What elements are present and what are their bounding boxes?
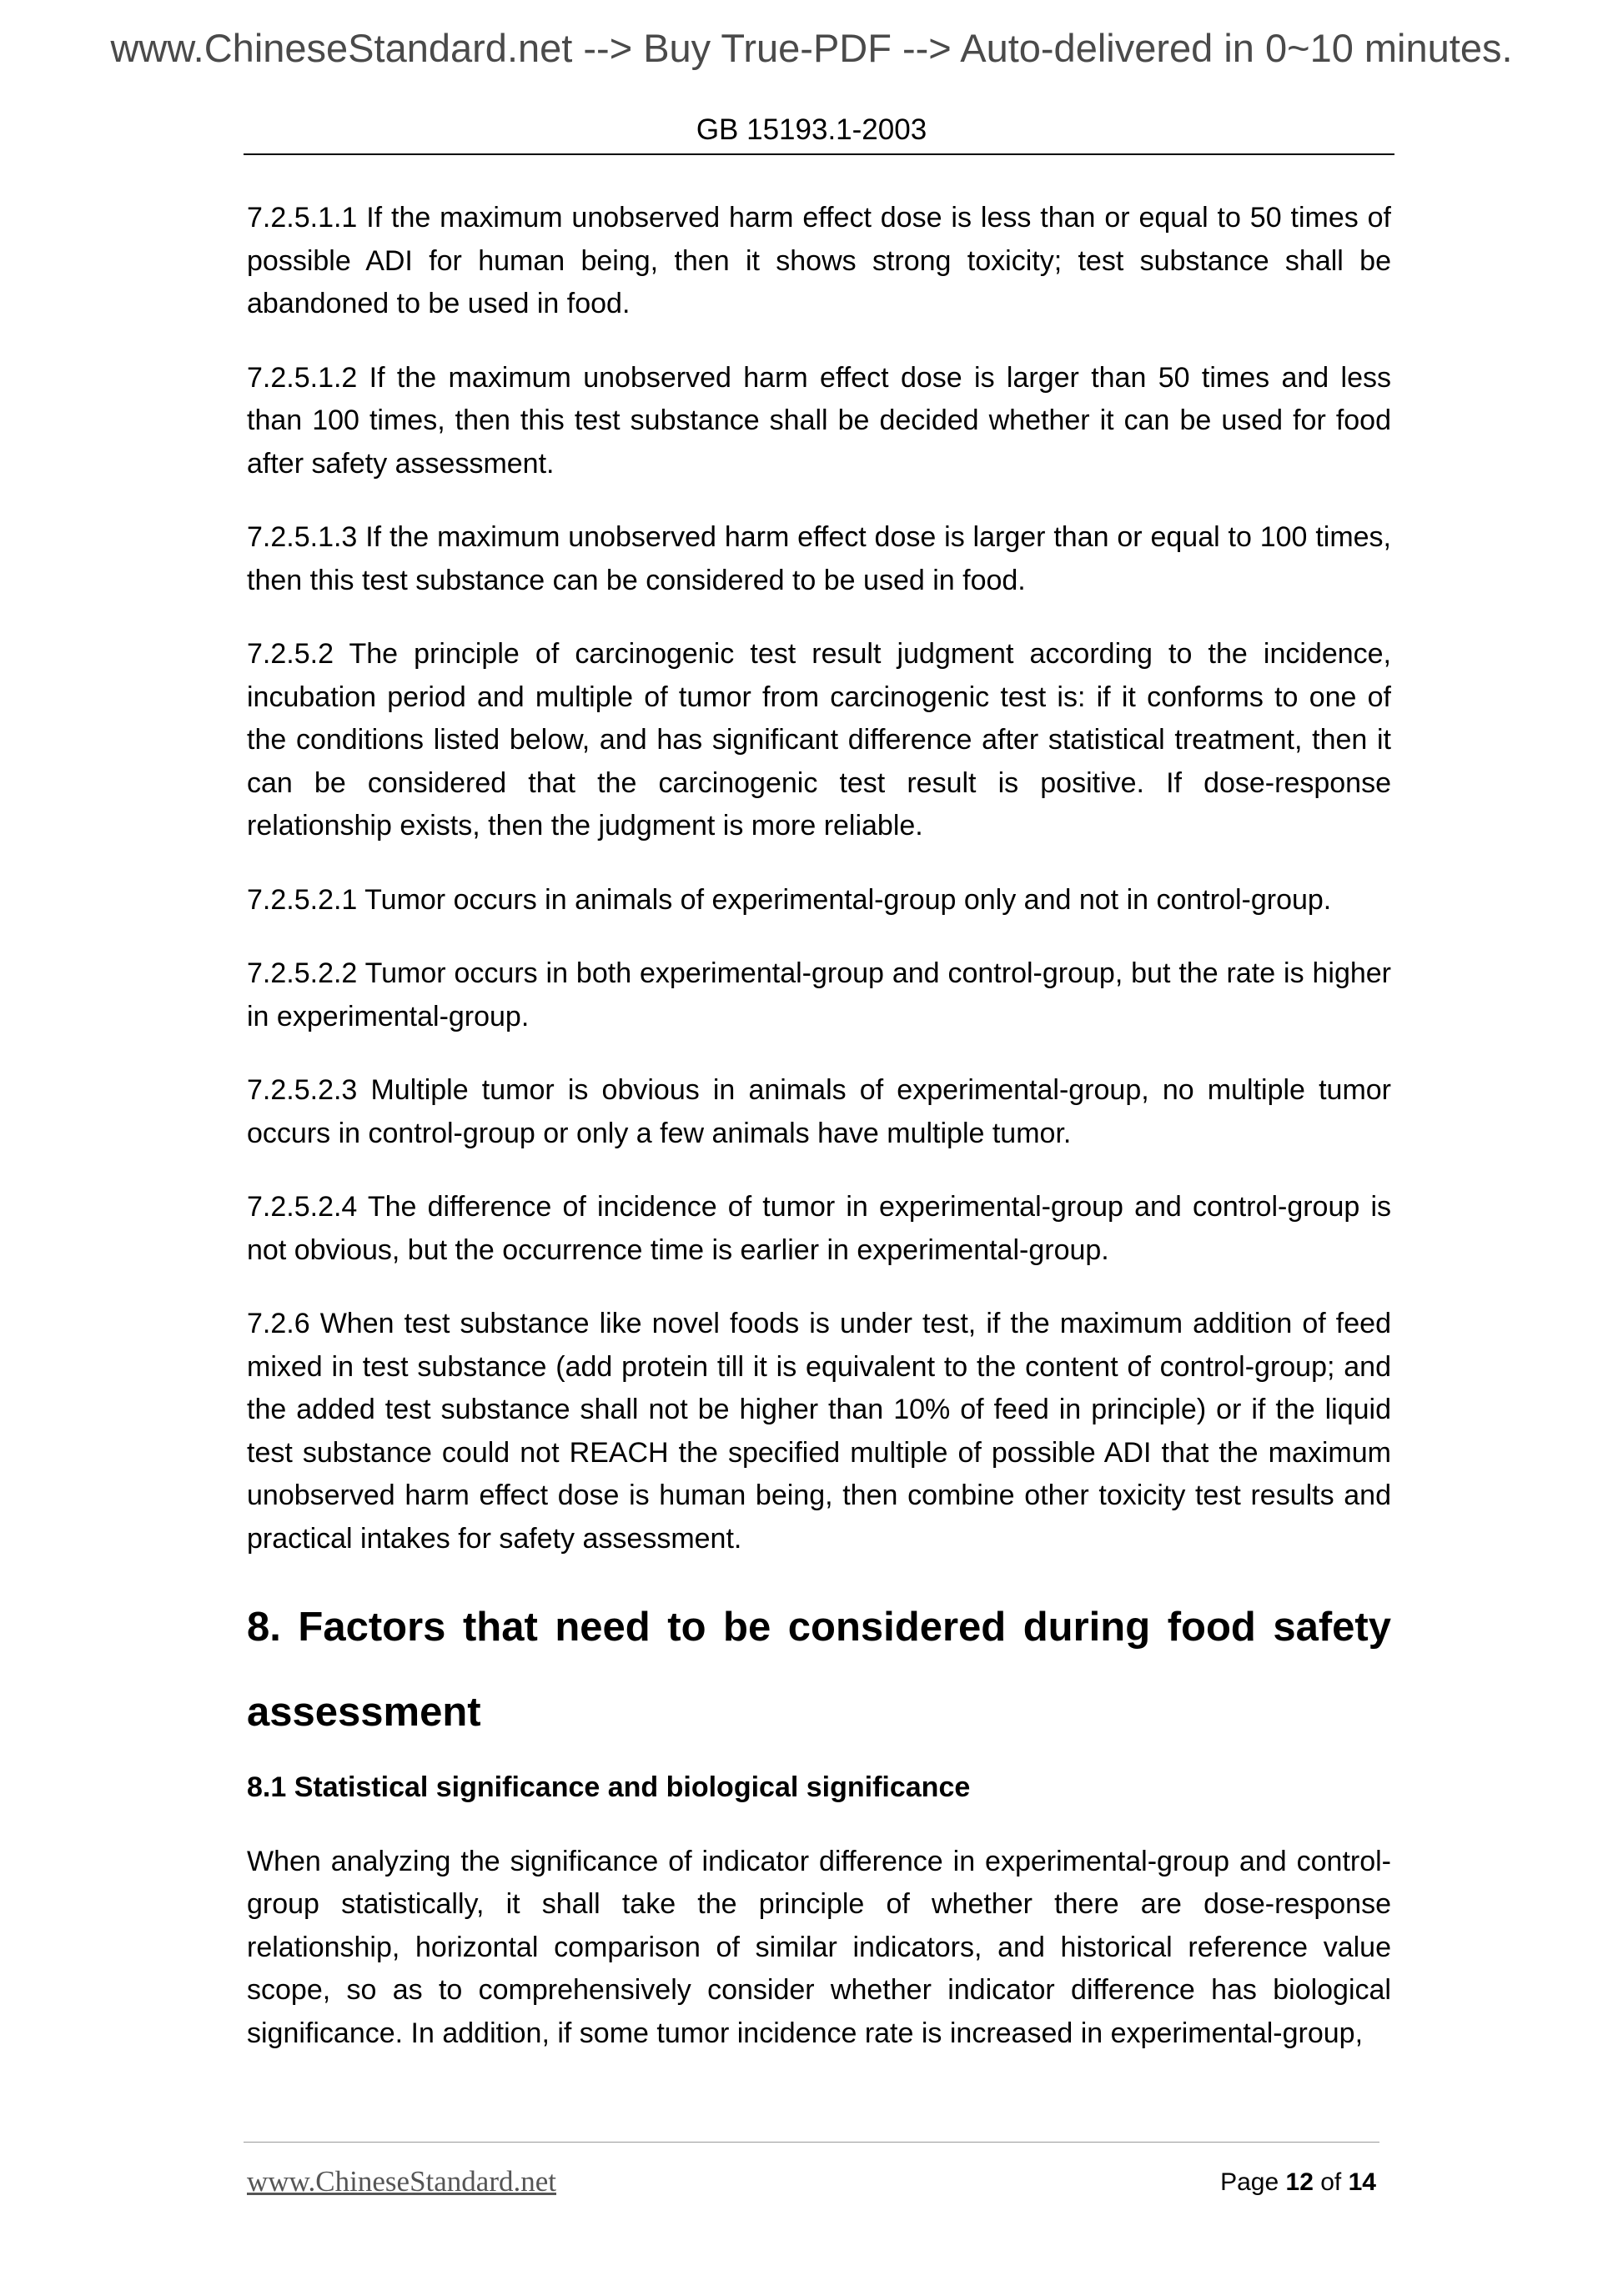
footer-site-link[interactable]: www.ChineseStandard.net <box>247 2165 556 2198</box>
clause-7-2-5-2-4: 7.2.5.2.4 The difference of incidence of tumor in experimental-group and control-group is not obvious, but the occurrence time is earlier in experimental-group. <box>247 1191 1391 1266</box>
clause-7-2-5-1-1: 7.2.5.1.1 If the maximum unobserved harm effect dose is less than or equal to 50 times of possible ADI for human being, then it shows strong toxicity; test substance shall be abandoned to be used in food. <box>247 202 1391 319</box>
section-8-heading: 8. Factors that need to be considered during food safety assessment <box>247 1605 1391 1735</box>
page-of: of <box>1320 2168 1342 2196</box>
clause-7-2-6: 7.2.6 When test substance like novel foods is under test, if the maximum addition of feed mixed in test substance (add protein till it is equivalent to the content of control-group; and the added test substance shall not be higher than 10% of feed in principle) or if the liquid test substance could not REACH the specified multiple of possible ADI that the maximum unobserved harm effect dose is human being, then combine other toxicity test results and practical intakes for safety assessment. <box>247 1308 1391 1555</box>
clause-7-2-5-2-2: 7.2.5.2.2 Tumor occurs in both experimental-group and control-group, but the rate is higher in experimental-group. <box>247 957 1391 1032</box>
clause-7-2-5-2: 7.2.5.2 The principle of carcinogenic test result judgment according to the incidence, incubation period and multiple of tumor from carcinogenic test is: if it conforms to one of the conditions listed below, and has significant difference after statistical treatment, then it can be considered that the carcinogenic test result is positive. If dose-response relationship exists, then the judgment is more reliable. <box>247 638 1391 842</box>
clause-7-2-5-2-1: 7.2.5.2.1 Tumor occurs in animals of experimental-group only and not in control-group. <box>247 883 1332 916</box>
clause-7-2-5-1-3: 7.2.5.1.3 If the maximum unobserved harm effect dose is larger than or equal to 100 times, then this test substance can be considered to be used in food. <box>247 521 1391 596</box>
clause-7-2-5-2-3: 7.2.5.2.3 Multiple tumor is obvious in animals of experimental-group, no multiple tumor occurs in control-group or only a few animals have multiple tumor. <box>247 1074 1391 1149</box>
page-current: 12 <box>1285 2168 1314 2196</box>
page-word: Page <box>1220 2168 1279 2196</box>
standard-code: GB 15193.1-2003 <box>696 113 927 146</box>
clause-7-2-5-1-2: 7.2.5.1.2 If the maximum unobserved harm effect dose is larger than 50 times and less than 100 times, then this test substance shall be decided whether it can be used for food after safety assessment. <box>247 361 1391 480</box>
footer-divider <box>244 2142 1379 2143</box>
page-total: 14 <box>1348 2168 1376 2196</box>
page-number <box>1220 2168 1376 2197</box>
header-banner: www.ChineseStandard.net --> Buy True-PDF --> Auto-delivered in 0~10 minutes. <box>110 26 1513 70</box>
header-divider <box>244 153 1394 155</box>
clause-8-1-text: When analyzing the significance of indicator difference in experimental-group and control-group statistically, it shall take the principle of whether there are dose-response relationship, horizontal comparison of similar indicators, and historical reference value scope, so as to comprehensively consider whether indicator difference has biological significance. In addition, if some tumor incidence rate is increased in experimental-group, <box>247 1845 1391 2049</box>
document-body <box>247 197 1391 2086</box>
section-8-1-heading: 8.1 Statistical significance and biological significance <box>247 1771 971 1803</box>
